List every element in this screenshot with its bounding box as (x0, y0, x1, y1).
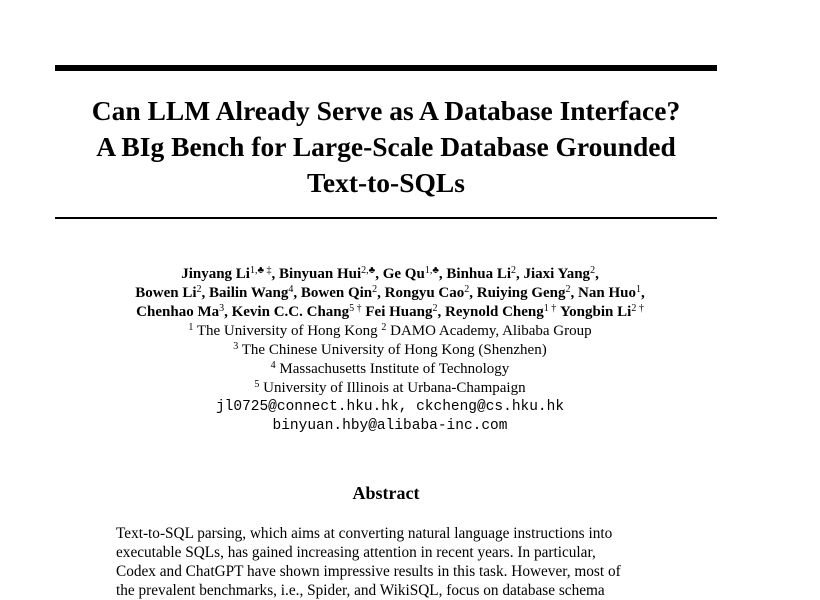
author (365, 304, 441, 320)
email-line: binyuan.hby@alibaba-inc.com (272, 418, 508, 434)
author-affiliation-marker: 2,♣ (361, 265, 376, 276)
author-affiliation-marker: 2 (511, 265, 517, 276)
author (578, 285, 645, 301)
author-separator: , (516, 266, 520, 282)
author-affiliation-marker: 1 † (543, 303, 557, 314)
author-separator: , (293, 285, 298, 301)
author-affiliation-marker: 5 † (349, 303, 362, 314)
author-name: Ge Qu (382, 266, 425, 282)
author-name: Kevin C.C. Chang (231, 304, 350, 320)
author-line (40, 265, 740, 284)
author-block (40, 265, 740, 436)
top-rule (55, 65, 717, 71)
author (135, 285, 205, 301)
affiliation-line (40, 341, 740, 360)
affiliation-line (40, 360, 740, 379)
author (385, 285, 473, 301)
affiliation-line (40, 322, 740, 341)
affiliation-number: 3 (233, 341, 239, 352)
affiliation-number: 2 (381, 322, 387, 333)
affiliations (40, 322, 740, 398)
affiliation-name: The Chinese University of Hong Kong (Shenzhen) (241, 342, 547, 358)
author-affiliation-marker: 2 (196, 284, 202, 295)
abstract-line: Text-to-SQL parsing, which aims at converting natural language instructions into (116, 525, 613, 542)
affiliation-name: DAMO Academy, Alibaba Group (390, 323, 592, 339)
author (301, 285, 381, 301)
author (279, 266, 379, 282)
author-separator: , (377, 285, 381, 301)
author (477, 285, 575, 301)
author-line (40, 284, 740, 303)
email-line: jl0725@connect.hku.hk, ckcheng@cs.hku.hk (215, 399, 565, 415)
affiliation-name: The University of Hong Kong (196, 323, 378, 339)
author-separator: , (570, 285, 575, 301)
title-bottom-rule (55, 217, 717, 219)
author-affiliation-marker: 4 (288, 284, 294, 295)
author-name: Reynold Cheng (444, 304, 544, 320)
author (446, 266, 519, 282)
abstract-heading: Abstract (352, 483, 420, 503)
abstract-line: the prevalent benchmarks, i.e., Spider, and WikiSQL, focus on database schema (116, 582, 605, 599)
author-name: Bailin Wang (209, 285, 289, 301)
author-name: Nan Huo (578, 285, 636, 301)
title-line: A BIg Bench for Large-Scale Database Grounded (96, 131, 676, 162)
author-affiliation-marker: 2 (464, 284, 470, 295)
author-name: Binyuan Hui (279, 266, 362, 282)
author-affiliation-marker: 1 (635, 284, 641, 295)
affiliation-number: 1 (188, 322, 194, 333)
author-affiliation-marker: 2 (432, 303, 438, 314)
author-name: Ruiying Geng (476, 285, 566, 301)
author-separator: , (437, 304, 442, 320)
author (209, 285, 297, 301)
author (560, 304, 644, 320)
author-separator: , (271, 266, 276, 282)
author-affiliation-marker: 1,♣ ‡ (249, 265, 272, 276)
affiliation-number: 5 (254, 379, 260, 390)
affiliation-number: 4 (270, 360, 276, 371)
author (445, 304, 556, 320)
author (232, 304, 362, 320)
author-name: Bowen Li (135, 285, 197, 301)
paper-title (55, 93, 717, 201)
author-separator: , (469, 285, 473, 301)
author-affiliation-marker: 2 (590, 265, 596, 276)
author-name: Bowen Qin (300, 285, 373, 301)
abstract-line: Codex and ChatGPT have shown impressive results in this task. However, most of (116, 563, 621, 580)
author-affiliation-marker: 2 (565, 284, 571, 295)
author-separator: , (375, 266, 379, 282)
author-name: Yongbin Li (560, 304, 632, 320)
author-affiliation-marker: 3 (219, 303, 225, 314)
author-affiliation-marker: 2 (372, 284, 378, 295)
abstract-body (116, 524, 676, 600)
affiliation-name: University of Illinois at Urbana-Champaign (263, 380, 526, 396)
author-name: Rongyu Cao (384, 285, 465, 301)
title-line: Can LLM Already Serve as A Database Interface? (91, 95, 681, 126)
author-separator: , (595, 266, 599, 282)
author (181, 266, 275, 282)
author-separator: , (201, 285, 206, 301)
affiliation-name: Massachusetts Institute of Technology (279, 361, 510, 377)
title-line: Text-to-SQLs (307, 167, 465, 198)
author-separator: , (438, 266, 443, 282)
author-name: Jiaxi Yang (523, 266, 591, 282)
author (136, 304, 228, 320)
author-line (40, 303, 740, 322)
author-affiliation-marker: 1,♣ (424, 265, 439, 276)
author-name: Jinyang Li (181, 266, 250, 282)
affiliation-line (40, 379, 740, 398)
author-name: Binhua Li (446, 266, 512, 282)
author (383, 266, 443, 282)
abstract-line: executable SQLs, has gained increasing attention in recent years. In particular, (116, 544, 596, 561)
author-affiliation-marker: 2 † (631, 303, 644, 314)
author-separator: , (640, 285, 645, 301)
author-name: Chenhao Ma (136, 304, 220, 320)
author-name: Fei Huang (365, 304, 433, 320)
author (524, 266, 599, 282)
author-separator: , (224, 304, 228, 320)
